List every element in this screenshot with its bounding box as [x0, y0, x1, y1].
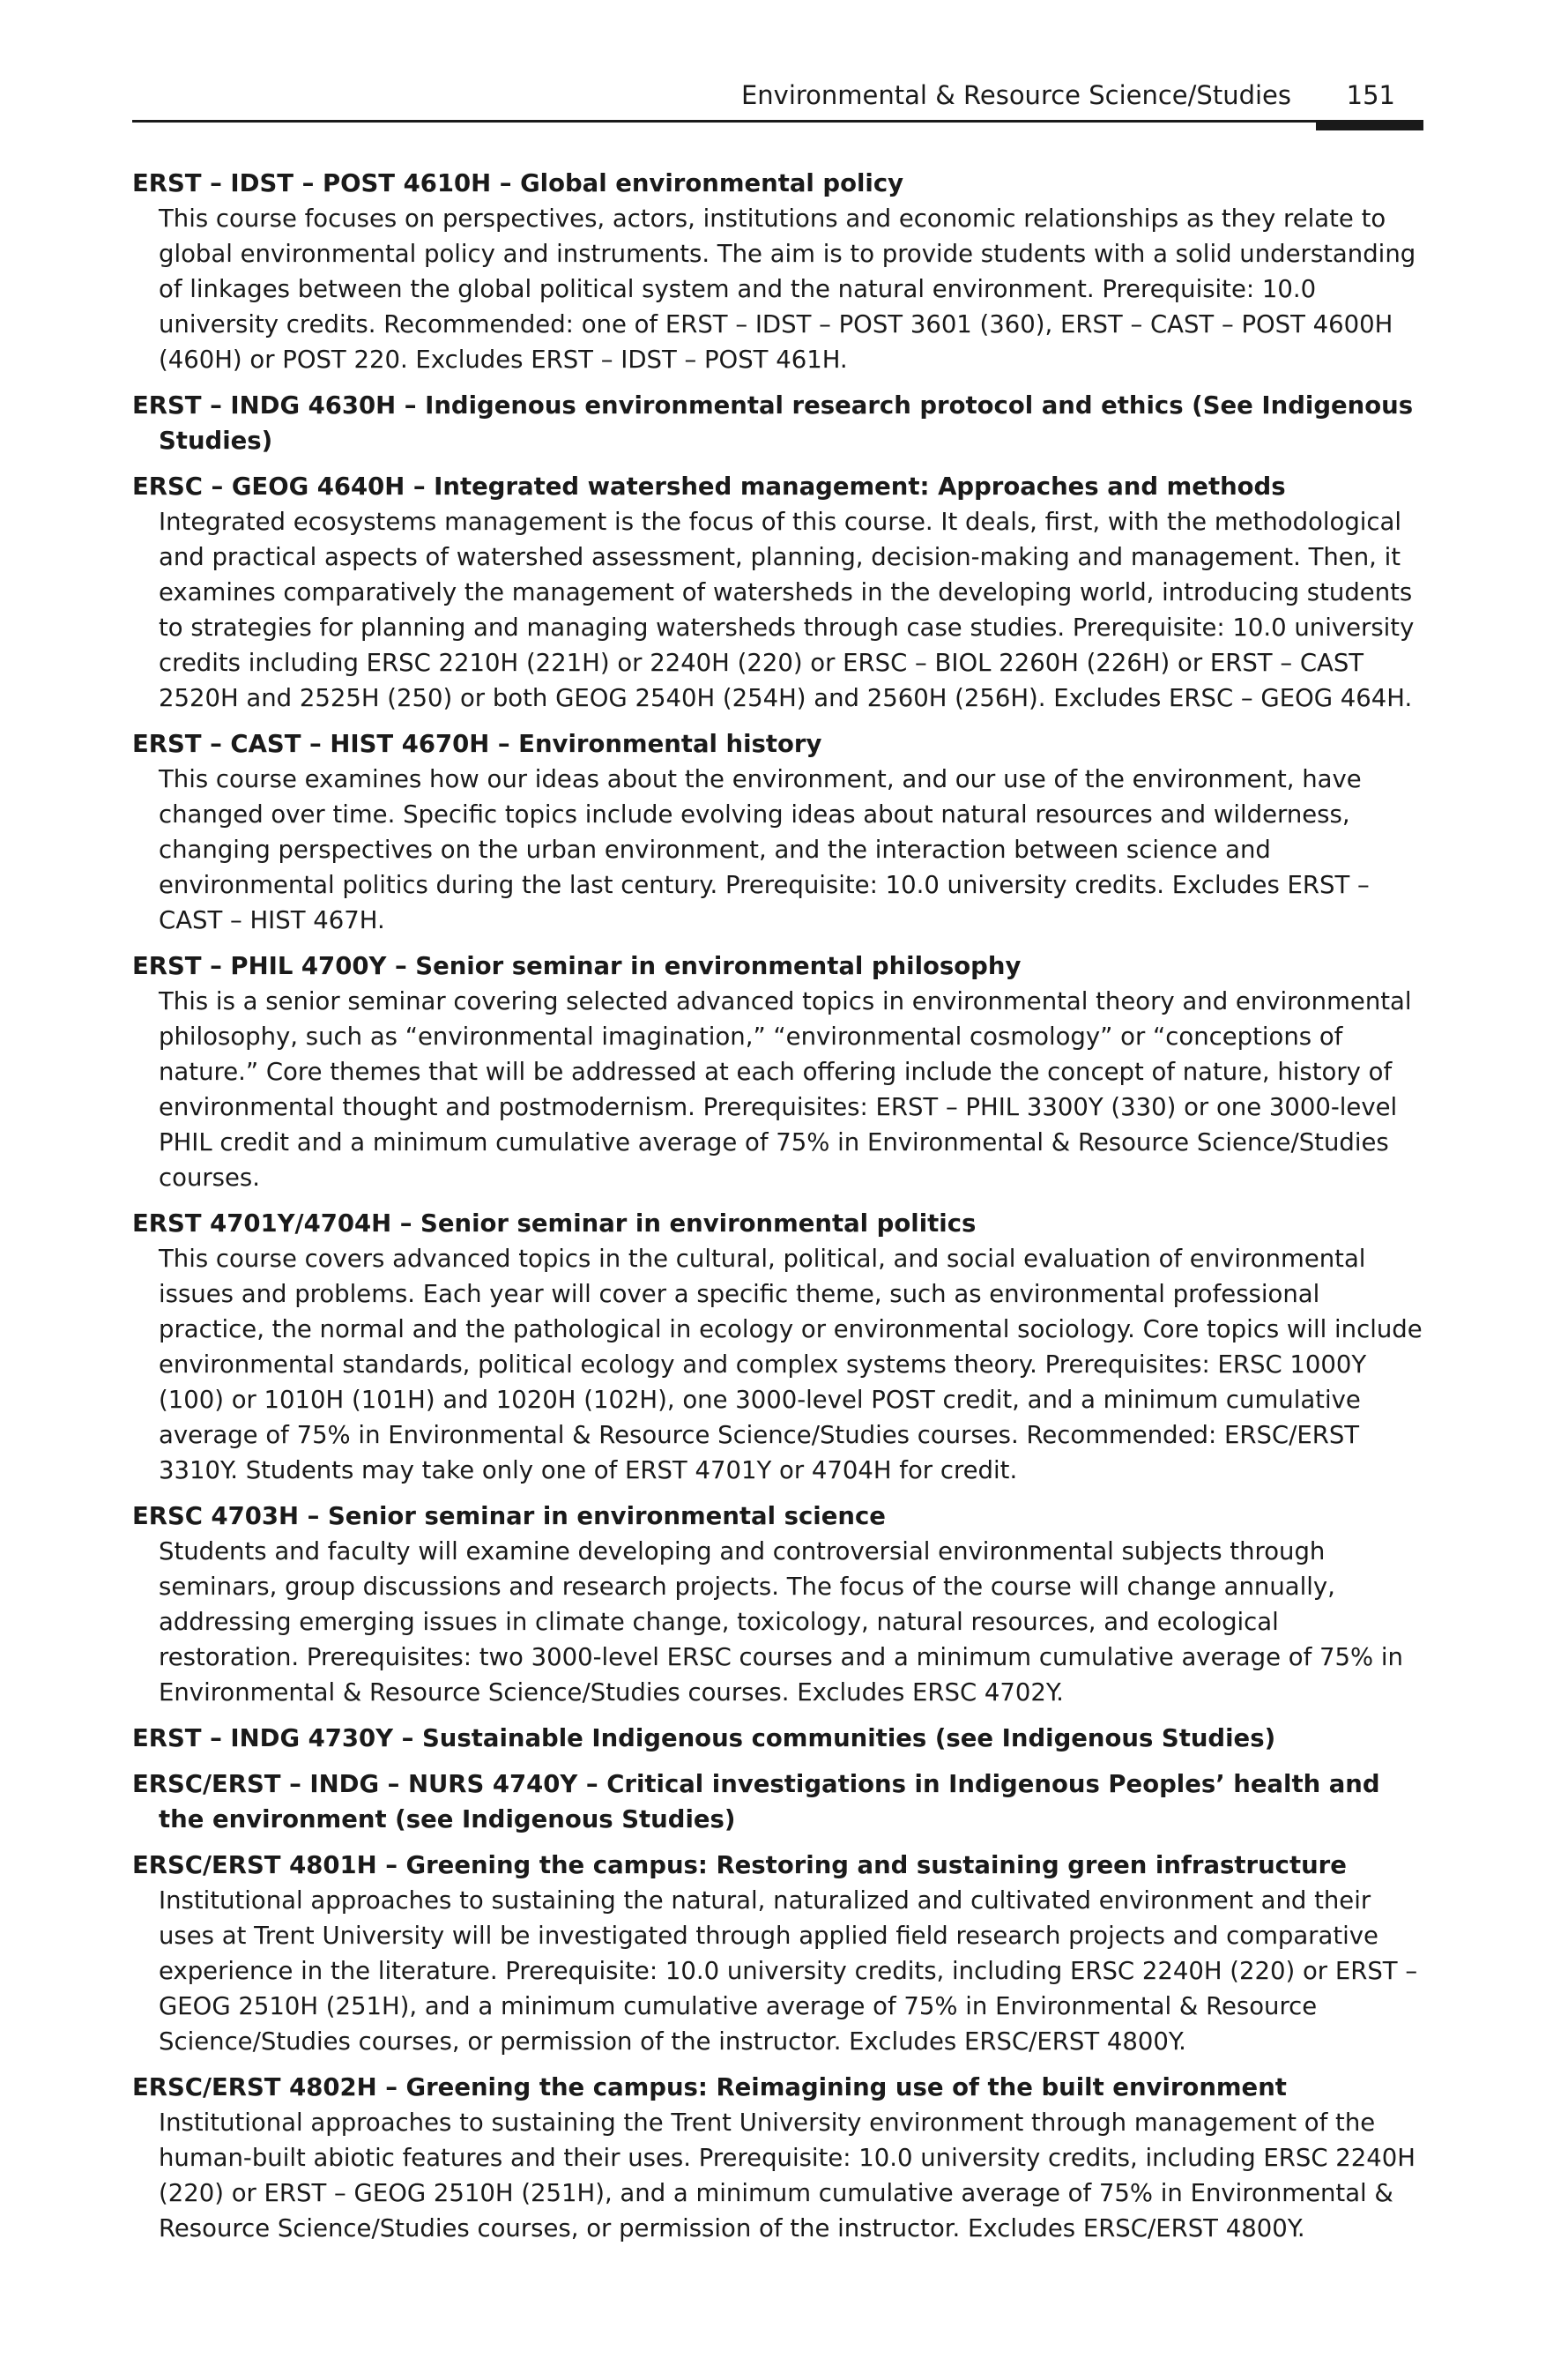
course-title: ERSC 4703H – Senior seminar in environmental science: [132, 1502, 886, 1530]
course-description: Institutional approaches to sustaining the natural, naturalized and cultivated environment and their uses at Trent University will be investigated through applied field research projects and comparative experience in the literature. Prerequisite: 10.0 university credits, including ERSC 2240H (220) or ERST – GEOG 2510H (251H), and a minimum cumulative average of 75% in Environmental & Resource Science/Studies courses, or permission of the instructor. Excludes ERSC/ERST 4800Y.: [159, 1886, 1418, 2056]
course-title: ERSC – GEOG 4640H – Integrated watershed management: Approaches and methods: [132, 472, 1286, 501]
document-page: [132, 78, 1423, 2242]
section-title: Environmental & Resource Science/Studies: [740, 80, 1291, 110]
page-number: 151: [1346, 80, 1395, 110]
course-title: ERST – CAST – HIST 4670H – Environmental history: [132, 730, 822, 758]
running-header: [132, 78, 1423, 125]
course-entry: [132, 726, 1423, 938]
course-title: ERSC/ERST 4801H – Greening the campus: Restoring and sustaining green infrastructure: [132, 1851, 1347, 1879]
course-entry: [132, 948, 1423, 1195]
course-description: This course covers advanced topics in the cultural, political, and social evaluation of environmental issues and problems. Each year will cover a specific theme, such as environmental professional practice, the normal and the pathological in ecology or environmental sociology. Core topics will include environmental standards, political ecology and complex systems theory. Prerequisites: ERSC 1000Y (100) or 1010H (101H) and 1020H (102H), one 3000-level POST credit, and a minimum cumulative average of 75% in Environmental & Resource Science/Studies courses. Recommended: ERSC/ERST 3310Y. Students may take only one of ERST 4701Y or 4704H for credit.: [159, 1245, 1423, 1484]
course-description: Students and faculty will examine developing and controversial environmental subjects through seminars, group discussions and research projects. The focus of the course will change annually, addressing emerging issues in climate change, toxicology, natural resources, and ecological restoration. Prerequisites: two 3000-level ERSC courses and a minimum cumulative average of 75% in Environmental & Resource Science/Studies courses. Excludes ERSC 4702Y.: [159, 1537, 1403, 1707]
course-entry: [132, 1721, 1423, 1756]
course-entry: [132, 1206, 1423, 1488]
course-title: ERST – INDG 4730Y – Sustainable Indigenous communities (see Indigenous Studies): [132, 1724, 1276, 1752]
course-entry: [132, 166, 1423, 377]
course-description: This course examines how our ideas about the environment, and our use of the environment, have changed over time. Specific topics include evolving ideas about natural resources and wilderness, changing perspectives on the urban environment, and the interaction between science and environmental politics during the last century. Prerequisite: 10.0 university credits. Excludes ERST – CAST – HIST 467H.: [159, 765, 1370, 934]
course-entry: [132, 388, 1423, 458]
header-rule: [132, 120, 1423, 123]
course-description: Integrated ecosystems management is the focus of this course. It deals, first, with the methodological and practical aspects of watershed assessment, planning, decision-making and management. Then, it examines comparatively the management of watersheds in the developing world, introducing students to strategies for planning and managing watersheds through case studies. Prerequisite: 10.0 university credits including ERSC 2210H (221H) or 2240H (220) or ERSC – BIOL 2260H (226H) or ERST – CAST 2520H and 2525H (250) or both GEOG 2540H (254H) and 2560H (256H). Excludes ERSC – GEOG 464H.: [159, 508, 1415, 712]
header-tab-marker: [1316, 122, 1423, 130]
course-description: This is a senior seminar covering selected advanced topics in environmental theory and environmental philosophy, such as “environmental imagination,” “environmental cosmology” or “conceptions of nature.” Core themes that will be addressed at each offering include the concept of nature, history of environmental thought and postmodernism. Prerequisites: ERST – PHIL 3300Y (330) or one 3000-level PHIL credit and a minimum cumulative average of 75% in Environmental & Resource Science/Studies courses.: [159, 987, 1412, 1192]
course-entry: [132, 1499, 1423, 1710]
course-entry: [132, 1848, 1423, 2059]
course-list: [132, 166, 1423, 2257]
course-entry: [132, 469, 1423, 716]
course-entry: [132, 1766, 1423, 1837]
course-title: ERST – INDG 4630H – Indigenous environmental research protocol and ethics (See Indigenous Studies): [132, 391, 1414, 455]
course-title: ERSC/ERST – INDG – NURS 4740Y – Critical investigations in Indigenous Peoples’ health and the environment (see Indigenous Studies): [132, 1770, 1380, 1833]
course-entry: [132, 2070, 1423, 2246]
course-description: This course focuses on perspectives, actors, institutions and economic relationships as they relate to global environmental policy and instruments. The aim is to provide students with a solid understanding of linkages between the global political system and the natural environment. Prerequisite: 10.0 university credits. Recommended: one of ERST – IDST – POST 3601 (360), ERST – CAST – POST 4600H (460H) or POST 220. Excludes ERST – IDST – POST 461H.: [159, 205, 1416, 374]
course-title: ERST 4701Y/4704H – Senior seminar in environmental politics: [132, 1209, 977, 1238]
course-title: ERSC/ERST 4802H – Greening the campus: Reimagining use of the built environment: [132, 2073, 1287, 2101]
course-title: ERST – PHIL 4700Y – Senior seminar in environmental philosophy: [132, 952, 1022, 980]
course-title: ERST – IDST – POST 4610H – Global environmental policy: [132, 169, 904, 197]
course-description: Institutional approaches to sustaining the Trent University environment through management of the human-built abiotic features and their uses. Prerequisite: 10.0 university credits, including ERSC 2240H (220) or ERST – GEOG 2510H (251H), and a minimum cumulative average of 75% in Environmental & Resource Science/Studies courses, or permission of the instructor. Excludes ERSC/ERST 4800Y.: [159, 2109, 1416, 2242]
